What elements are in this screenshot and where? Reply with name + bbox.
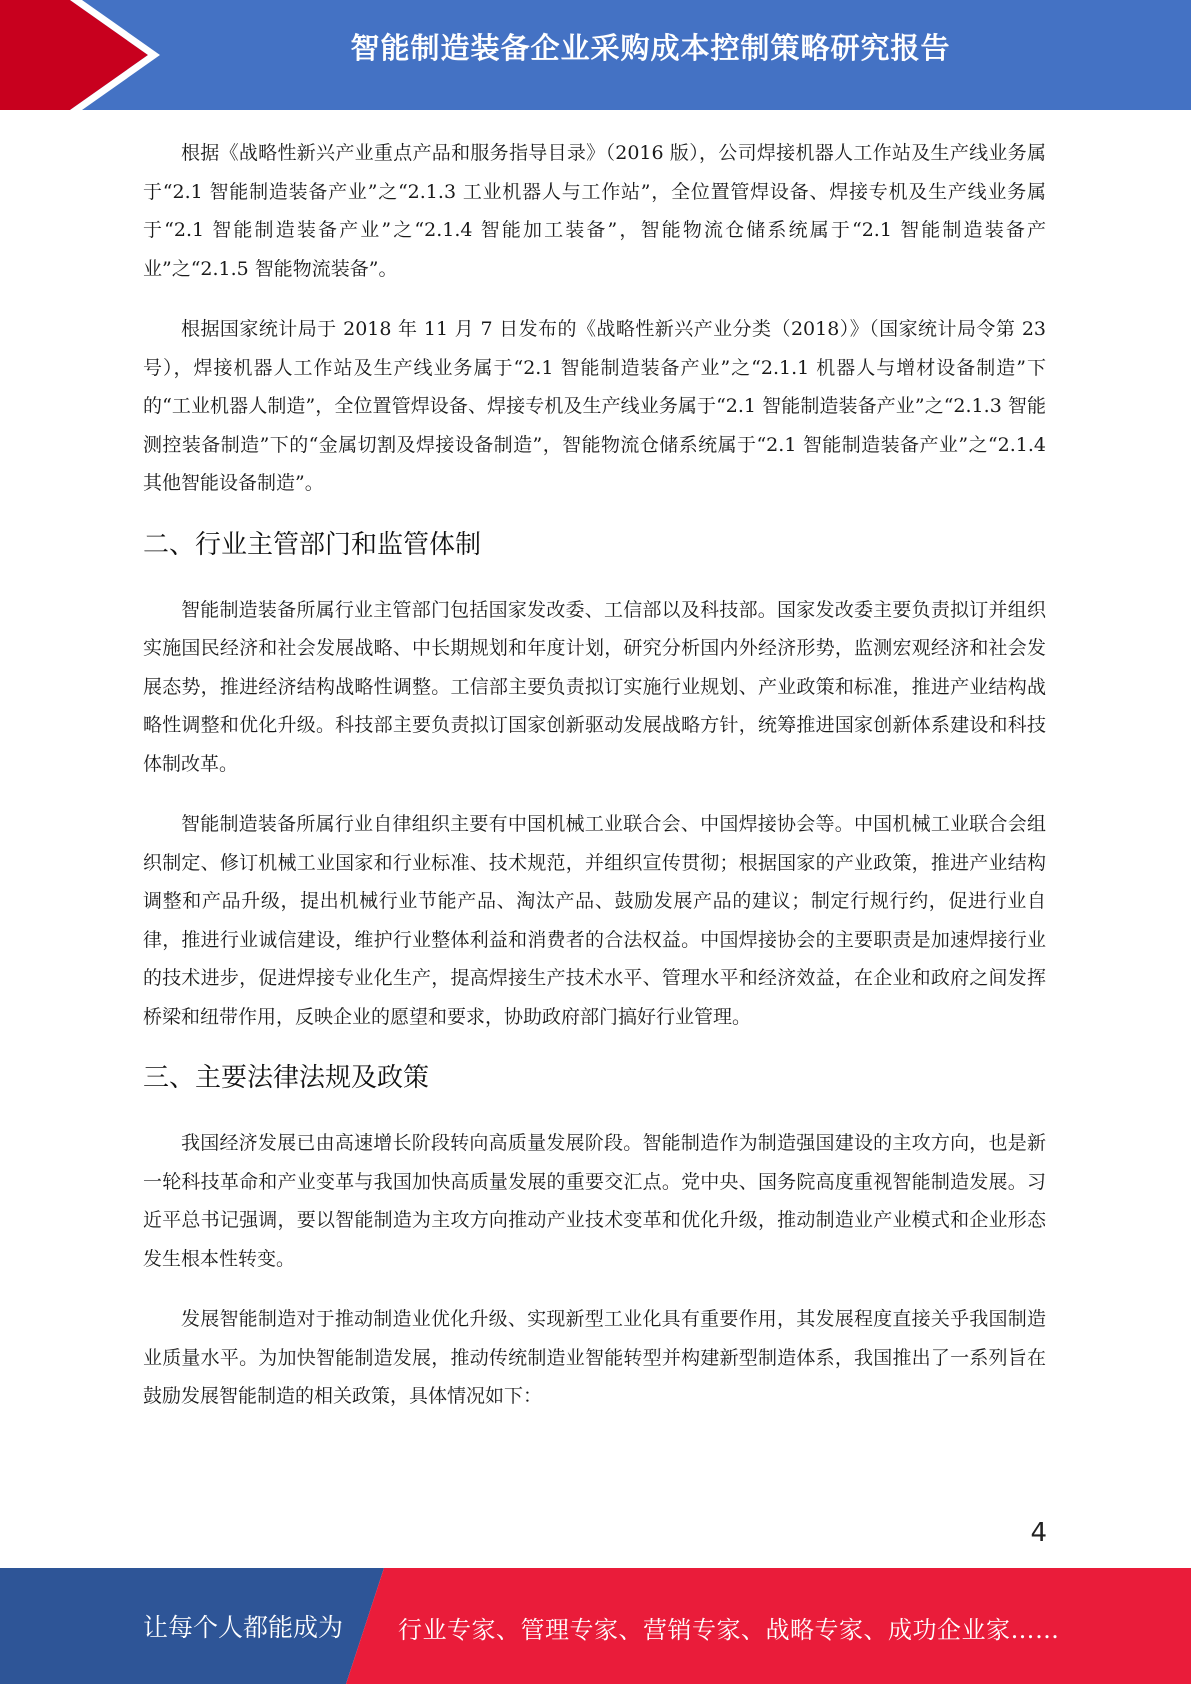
page-footer [0,1568,1191,1684]
page-header [0,0,1191,110]
page-content [143,134,1046,1438]
section-heading: 三、主要法律法规及政策 [143,1063,430,1093]
paragraph: 我国经济发展已由高速增长阶段转向高质量发展阶段。智能制造作为制造强国建设的主攻方向，也是新一轮科技革命和产业变革与我国加快高质量发展的重要交汇点。党中央、国务院高度重视智能制造发展。习近平总书记强调，要以智能制造为主攻方向推动产业技术变革和优化升级，推动制造业产业模式和企业形态发生根本性转变。 [143,1132,1046,1270]
paragraph: 智能制造装备所属行业主管部门包括国家发改委、工信部以及科技部。国家发改委主要负责拟订并组织实施国民经济和社会发展战略、中长期规划和年度计划，研究分析国内外经济形势，监测宏观经济和社会发展态势，推进经济结构战略性调整。工信部主要负责拟订实施行业规划、产业政策和标准，推进产业结构战略性调整和优化升级。科技部主要负责拟订国家创新驱动发展战略方针，统筹推进国家创新体系建设和科技体制改革。 [143,598,1046,775]
paragraph: 智能制造装备所属行业自律组织主要有中国机械工业联合会、中国焊接协会等。中国机械工业联合会组织制定、修订机械工业国家和行业标准、技术规范，并组织宣传贯彻；根据国家的产业政策，推进产业结构调整和产品升级，提出机械行业节能产品、淘汰产品、鼓励发展产品的建议；制定行规行约，促进行业自律，推进行业诚信建设，维护行业整体利益和消费者的合法权益。中国焊接协会的主要职责是加速焊接行业的技术进步，促进焊接专业化生产，提高焊接生产技术水平、管理水平和经济效益，在企业和政府之间发挥桥梁和纽带作用，反映企业的愿望和要求，协助政府部门搞好行业管理。 [143,813,1046,1028]
section-heading: 二、行业主管部门和监管体制 [143,529,482,560]
page-number: 4 [1030,1518,1047,1548]
footer-slogan-right: 行业专家、管理专家、营销专家、战略专家、成功企业家…… [398,1616,1060,1644]
paragraph: 发展智能制造对于推动制造业优化升级、实现新型工业化具有重要作用，其发展程度直接关乎我国制造业质量水平。为加快智能制造发展，推动传统制造业智能转型并构建新型制造体系，我国推出了一系列旨在鼓励发展智能制造的相关政策，具体情况如下： [143,1308,1046,1407]
footer-slogan-left: 让每个人都能成为 [143,1613,344,1642]
report-title: 智能制造装备企业采购成本控制策略研究报告 [350,31,951,65]
paragraph: 根据《战略性新兴产业重点产品和服务指导目录》（2016 版），公司焊接机器人工作站及生产线业务属于“2.1 智能制造装备产业”之“2.1.3 工业机器人与工作站”，全位置管焊设备、焊接专机及生产线业务属于“2.1 智能制造装备产业”之“2.1.4 智能加工装备”，智能物流仓储系统属于“2.1 智能制造装备产业”之“2.1.5 智能物流装备”。 [143,142,1046,280]
paragraph: 根据国家统计局于 2018 年 11 月 7 日发布的《战略性新兴产业分类（2018）》（国家统计局令第 23 号），焊接机器人工作站及生产线业务属于“2.1 智能制造装备产业”之“2.1.1 机器人与增材设备制造”下的“工业机器人制造”，全位置管焊设备、焊接专机及生产线业务属于“2.1 智能制造装备产业”之“2.1.3 智能测控装备制造”下的“金属切割及焊接设备制造”，智能物流仓储系统属于“2.1 智能制造装备产业”之“2.1.4 其他智能设备制造”。 [143,318,1046,494]
header-arrow-red [0,0,148,110]
